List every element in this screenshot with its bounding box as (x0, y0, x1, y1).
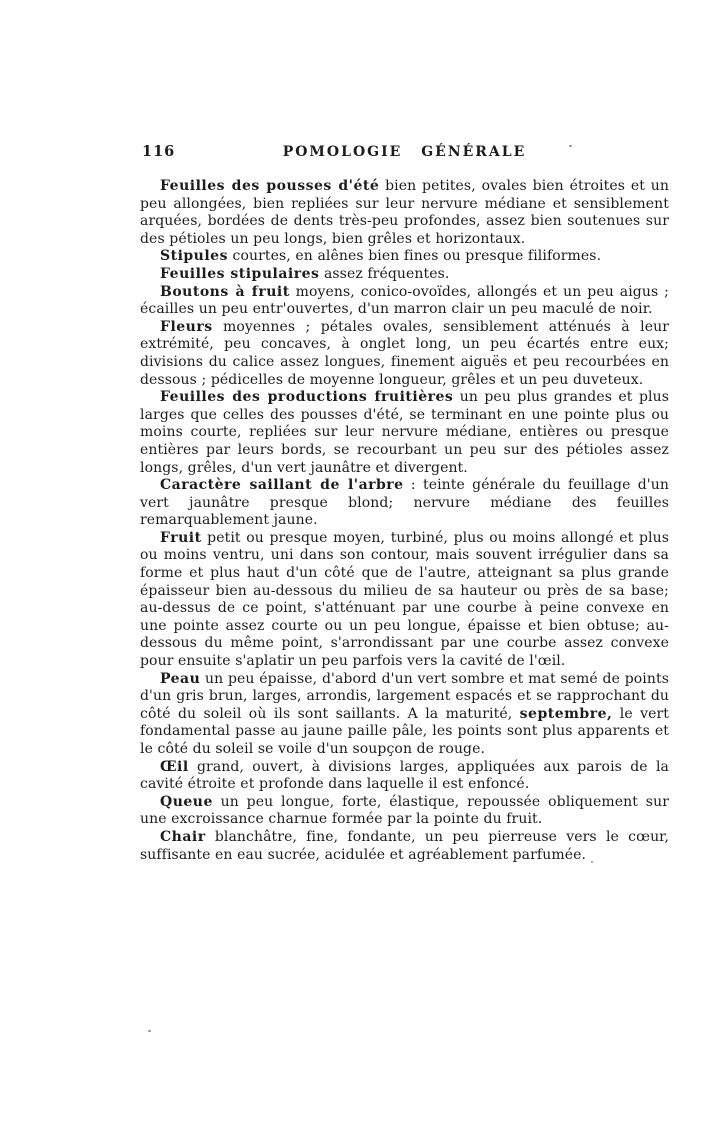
paragraph-chair (140, 829, 669, 864)
paragraph-feuilles-des-pousses (140, 178, 669, 248)
paragraph-feuilles-productions-fruitieres (140, 389, 669, 477)
paragraph-text: un peu épaisse, d'abord d'un vert sombre et mat semé de points d'un gris brun, larges, arrondis, largement espacés et se rapprochant du côté du soleil où ils sont saillants. A la maturité, (140, 670, 669, 722)
paragraph-text: petit ou presque moyen, turbiné, plus ou moins allongé et plus ou moins ventru, uni dans son contour, mais souvent irrégulier dans sa forme et plus haut d'un côté que de l'autre, atteignant sa plus grande épaisseur bien au-dessous du milieu de sa hauteur ou près de sa base; au-dessus de ce point, s'atténuant par une courbe à peine convexe en une pointe assez courte ou un peu longue, épaisse et bien obtuse; au-dessous du même point, s'arrondissant par une courbe assez convexe pour ensuite s'aplatir un peu parfois vers la cavité de l'œil. (140, 529, 669, 670)
paragraph-lead: Fruit (160, 529, 202, 546)
paragraph-text: un peu longue, forte, élastique, repoussée obliquement sur une excroissance charnue formée par la pointe du fruit. (140, 793, 669, 828)
paragraph-text: courtes, en alênes bien fines ou presque filiformes. (227, 248, 602, 265)
paragraph-lead: Stipules (160, 248, 228, 265)
paragraph-text: moyennes ; pétales ovales, sensiblement atténués à leur extrémité, peu concaves, à onglet long, un peu écartés entre eux; divisions du calice assez longues, finement aiguës et peu recourbées en dessous ; pédicelles de moyenne longueur, grêles et un peu duveteux. (140, 318, 669, 388)
running-head (140, 143, 669, 163)
paragraph-text: grand, ouvert, à divisions larges, appliquées aux parois de la cavité étroite et profonde dans laquelle il est enfoncé. (140, 758, 669, 793)
paragraph-text: le vert fondamental passe au jaune paille pâle, les points sont plus apparents et le côté du soleil se voile d'un soupçon de rouge. (140, 705, 669, 757)
paragraph-oeil (140, 759, 669, 794)
paragraph-lead: Feuilles des pousses d'été (160, 178, 380, 194)
paragraph-text: blanchâtre, fine, fondante, un peu pierreuse vers le cœur, suffisante en eau sucrée, acidulée et agréablement parfumée. (140, 828, 669, 863)
paragraph-peau (140, 671, 669, 759)
paragraph-lead: Feuilles stipulaires (160, 265, 320, 282)
paragraph-queue (140, 794, 669, 829)
paragraph-text: : teinte générale du feuillage d'un vert jaunâtre presque blond; nervure médiane des feuilles remarquablement jaune. (140, 477, 669, 529)
paragraph-stipules (140, 248, 669, 266)
inline-bold-septembre: septembre, (519, 705, 613, 722)
paragraph-lead: Queue (160, 793, 213, 810)
paragraph-lead: Caractère saillant de l'arbre (160, 477, 404, 494)
paragraph-caractere-saillant (140, 477, 669, 530)
paragraph-feuilles-stipulaires (140, 266, 669, 284)
paragraph-text: assez fréquentes. (319, 265, 450, 282)
paragraph-text: bien petites, ovales bien étroites et un peu allongées, bien repliées sur leur nervure médiane et sensiblement arquées, bordées de dents très-peu profondes, assez bien soutenues sur des pétioles un peu longs, bien grêles et horizontaux. (140, 178, 669, 247)
paragraph-fleurs (140, 319, 669, 389)
page-body (140, 178, 669, 864)
scan-artifact (148, 1030, 151, 1032)
paragraph-lead: Chair (160, 828, 206, 845)
paragraph-boutons-a-fruit (140, 284, 669, 319)
scan-artifact (569, 145, 572, 147)
running-title: POMOLOGIE GÉNÉRALE (282, 144, 527, 160)
paragraph-lead: Boutons à fruit (160, 283, 290, 300)
paragraph-text: un peu plus grandes et plus larges que celles des pousses d'été, se terminant en une pointe plus ou moins courte, repliées sur leur nervure médiane, entières ou presque entières par leurs bords, se recourbant un peu sur des pétioles assez longs, grêles, d'un vert jaunâtre et divergent. (140, 389, 669, 476)
scan-artifact (591, 861, 593, 863)
paragraph-lead: Œil (160, 758, 189, 775)
paragraph-lead: Fleurs (160, 318, 213, 335)
paragraph-text: moyens, conico-ovoïdes, allongés et un peu aigus ; écailles un peu entr'ouvertes, d'un marron clair un peu maculé de noir. (140, 283, 669, 318)
paragraph-fruit (140, 530, 669, 671)
page-number: 116 (142, 143, 176, 160)
paragraph-lead: Feuilles des productions fruitières (160, 389, 454, 406)
paragraph-lead: Peau (160, 670, 201, 687)
